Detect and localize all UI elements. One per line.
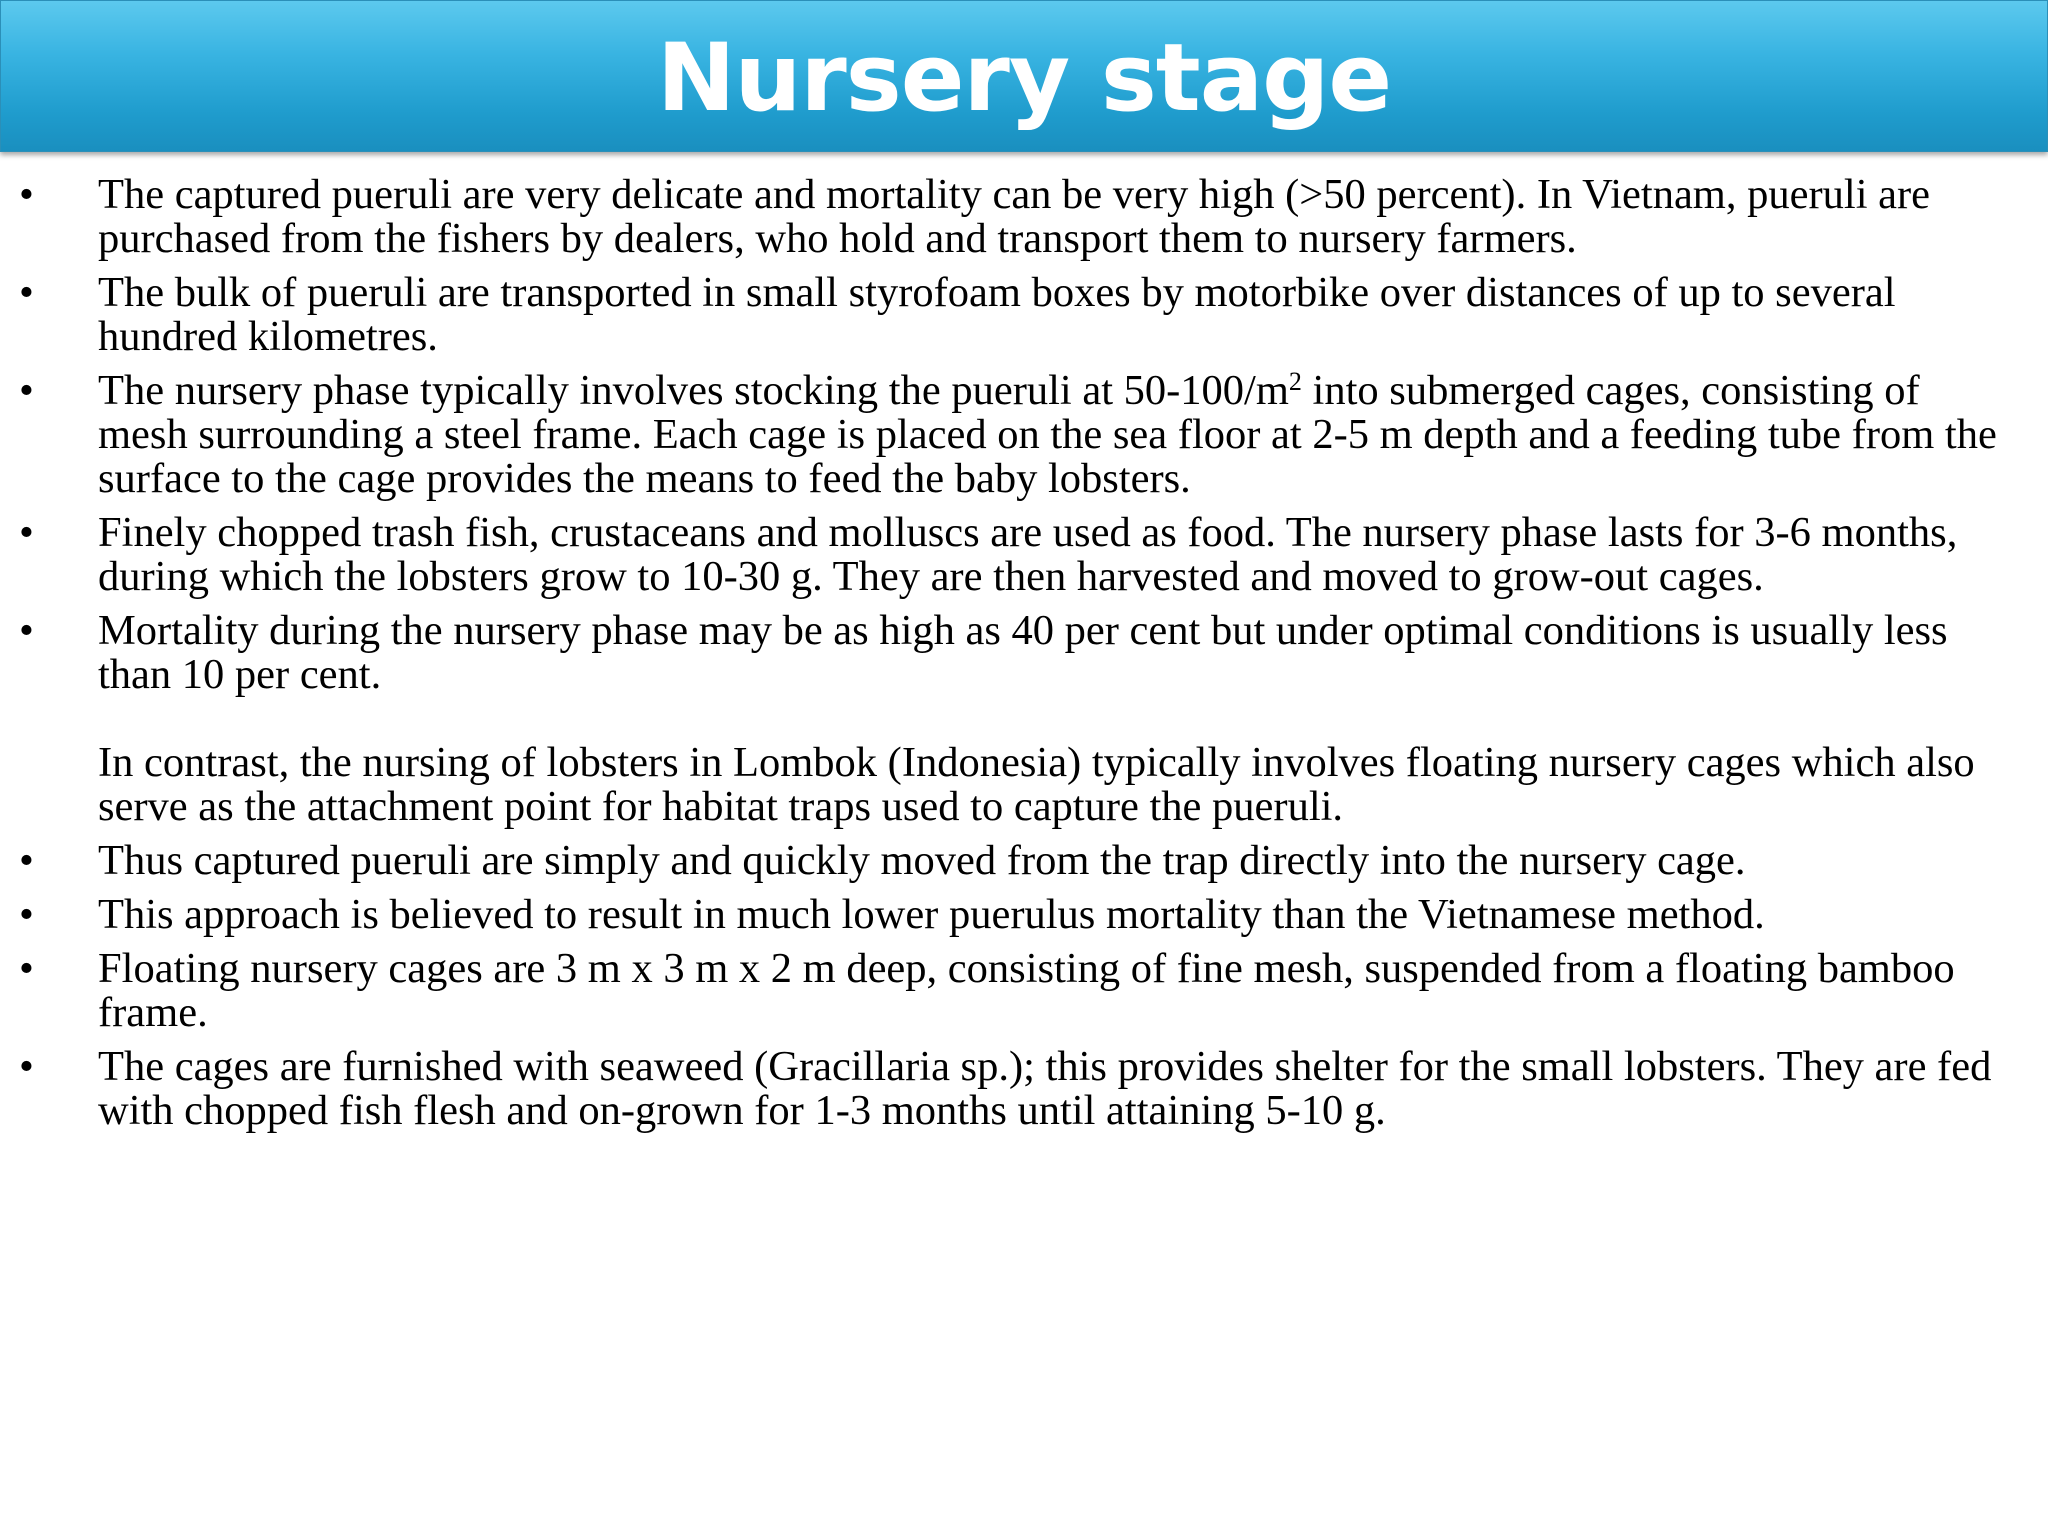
bullet-icon: • xyxy=(19,607,34,654)
bullet-text: Finely chopped trash fish, crustaceans and molluscs are used as food. The nursery phase lasts for 3-6 months, during which the lobsters grow to 10-30 g. They are then harvested and moved to grow-out cages. xyxy=(98,509,1958,600)
bullet-item xyxy=(0,271,2000,359)
bullet-text: Floating nursery cages are 3 m x 3 m x 2 m deep, consisting of fine mesh, suspended from a floating bamboo frame. xyxy=(98,945,1955,1036)
bullet-text xyxy=(98,367,1997,502)
bullet-icon: • xyxy=(19,891,34,938)
bullet-icon: • xyxy=(19,269,34,316)
title-bar xyxy=(0,0,2048,152)
contrast-paragraph: In contrast, the nursing of lobsters in Lombok (Indonesia) typically involves floating nursery cages which also serve as the attachment point for habitat traps used to capture the pueruli. xyxy=(98,739,1975,830)
bullet-text: This approach is believed to result in much lower puerulus mortality than the Vietnamese method. xyxy=(98,891,1765,938)
bullet-text: The bulk of pueruli are transported in small styrofoam boxes by motorbike over distances of up to several hundred kilometres. xyxy=(98,269,1896,360)
bullet-text: The captured pueruli are very delicate and mortality can be very high (>50 percent). In Vietnam, pueruli are purchased from the fishers by dealers, who hold and transport them to nursery farmers. xyxy=(98,171,1931,262)
slide-title: Nursery stage xyxy=(656,24,1392,133)
slide-content xyxy=(0,173,2000,1143)
bullet-item xyxy=(0,893,2000,937)
bullet-item xyxy=(0,609,2000,697)
bullet-icon: • xyxy=(19,1043,34,1090)
bullet-item xyxy=(0,369,2000,501)
bullet-text-part: The nursery phase typically involves stocking the pueruli at 50-100/m xyxy=(98,367,1289,414)
bullet-text-part: into submerged cages, consisting of mesh surrounding a steel frame. Each cage is placed on the sea floor at 2-5 m depth and a feeding tube from the surface to the cage provides the means to feed the baby lobsters. xyxy=(98,367,1997,502)
bullet-icon: • xyxy=(19,367,34,414)
bullet-item xyxy=(0,173,2000,261)
bullet-icon: • xyxy=(19,837,34,884)
bullet-item xyxy=(0,839,2000,883)
bullet-item xyxy=(0,511,2000,599)
bullet-text: Mortality during the nursery phase may be as high as 40 per cent but under optimal conditions is usually less than 10 per cent. xyxy=(98,607,1948,698)
bullet-text: Thus captured pueruli are simply and quickly moved from the trap directly into the nursery cage. xyxy=(98,837,1746,884)
bullet-icon: • xyxy=(19,509,34,556)
bullet-item xyxy=(0,1045,2000,1133)
bullet-icon: • xyxy=(19,945,34,992)
superscript: 2 xyxy=(1288,367,1302,396)
bullet-item xyxy=(0,947,2000,1035)
bullet-text: The cages are furnished with seaweed (Gracillaria sp.); this provides shelter for the small lobsters. They are fed with chopped fish flesh and on-grown for 1-3 months until attaining 5-10 g. xyxy=(98,1043,1992,1134)
bullet-icon: • xyxy=(19,171,34,218)
